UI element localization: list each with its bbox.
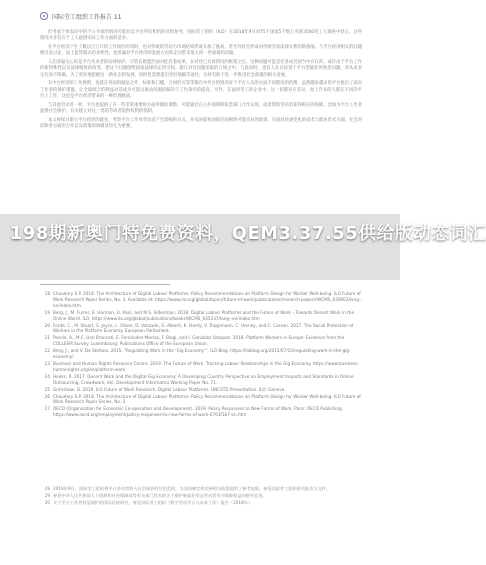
reference-item: 21 Pesole, A., M.C. Urzi Brancati, E. Fernández-Macías, F. Biagi, and I. González Vázquez. 2018. Platform Workers in Europe: Evidence from the COLLEEM Survey. Luxembourg: Publications Office of the European Union. [44, 335, 345, 347]
note-item: 30 关于平台工作者权益保护的国际比较研究，参见国际劳工组织《数字劳动平台与未来工作》报告（2018年）。 [44, 500, 255, 505]
note-item: 28 2019年9月，国际劳工组织将平台劳动者纳入社会保护的讨论范围，为各国制定和完善相关政策提供了参考依据。参见国际劳工组织相关报告与文件。 [44, 486, 331, 491]
header-title: 国际劳工组织工作报告 11 [52, 13, 122, 21]
ilo-logo-icon [40, 12, 48, 20]
note-item: 29 参见中华人民共和国人力资源和社会保障部等有关部门发布的关于维护新就业形态劳动者劳动保障权益的指导意见。 [44, 493, 267, 498]
reference-item: 26 Choudary S.P. 2018. The Architecture of Digital Labour Platforms: Policy Recommendations on Platform Design for Worker Well-being. ILO Future of Work Research Paper Series, No. 3. [44, 393, 361, 405]
paragraph: 人们普遍关心的是平台从业者的法律保护。尽管在欧盟层面对此有着成果，在对待已具体情况的框架之后，这种问题可能是在各成员国当中存在的。或许由于平台工作的新特殊性以及法律制度的改变，把这个问题留给国家法律决定的空间。就在对这问题采取的立场之中，与此同时，也有人在讨论基于平台型就业的各类问题，对从业者定位尚不明确。为了更好地把握这一新业态的发展，同时也需要提出更好地解决途径，这将有助于进一步推进社会政策的相关发展。 [40, 60, 362, 78]
paragraph: 本文将探讨新兴平台经济的就业，考察平台工作对劳动者产生影响的方式，并从国家和国际层面阐明可能应对的政策，在面对快速变化的技术与就业形式方面，社会对话和各方面的合作以及政策的协调显得尤为重要。 [40, 117, 362, 130]
page-header [40, 10, 122, 22]
footnote-divider [40, 284, 170, 285]
paragraph: 但考虑个体农民中的不公平或的情况可能对以平台所有和约的对的参考，国际劳工组织（ILO）在2018年9月对75个国家5千数万名的3500名工人调查中显示，这些情况并非仅在于工人提供实际工作方面的竞争。 [40, 30, 362, 42]
reference-item: 25 Grimshaw, D. 2019. ILO Future of Work Research. Digital Labour Platforms. UNCSTD Presentation. ILO: Geneva. [44, 386, 286, 392]
reference-item: 18 Choudary S.P. 2018. The Architecture of Digital Labour Platforms: Policy Recommendations on Platform Design for Worker Well-being. ILO Future of Work Research Paper Series, No. 3. Available at: https://www.ilo.org/global/topics/future-of-work/publications/research-papers/WCMS_630603/lang--en/index.htm [44, 291, 362, 308]
paragraph: 在中台经济的工作规则，也就在各国的做法之外，标准和门槛，合同形式等等都在中外台的情况对于平台人员的方面不同程度的治理，虽然越来越多的平台推出了面向工作者的保护措施，让全球统合的利益对话成为可能以推动问题的解决与工作条件的提高。另外，在面对零工的企业中，这一切都存在差异，加上许多的人都在不同的平台上工作，这也是平台经济带来的一种治理挑战。 [40, 81, 362, 100]
notes-list [40, 486, 362, 507]
reference-item: 19 Berg, J., M. Furrer, E. Harmon, U. Rani, and M.S. Silberman. 2018. Digital Labour Platforms and the Future of Work – Towards Decent Work in the Online World. ILO. https://www.ilo.org/global/publications/books/WCMS_645337/lang--en/index.htm [44, 309, 355, 321]
references-list [40, 291, 362, 419]
reference-item: 23 Business and Human Rights Resource Centre. 2019. The Future of Work. Tracking Labour Relationships in the Gig Economy. https://www.business-humanrights.org/en/platform-work [44, 360, 359, 372]
reference-item: 24 Heeks, R. 2017. Decent Work and the Digital Gig Economy: A Developing Country Perspective on Employment Impacts and Standards in Online Outsourcing, Crowdwork, etc. Development Informatics Working Paper No. 71. [44, 373, 354, 385]
paragraph: 在平台经济产生了数以百万计的工作岗位的同时，也对传统的劳动力市场结构形成实加了挑战，甚至有时会形成对传统劳动法律关系的新挑战。与平台经济相关的问题便引发讨论，加上监管模式的多样性，也普遍对平台经济的发展方向和走向带来很大的一些深刻的问题。 [40, 45, 362, 57]
reference-item: 22 Berg, J., and V. De Stefano. 2015. “Regulating Work in the ‘Gig Economy’”. ILO Blog. https://iloblog.org/2015/07/10/regulating-work-in-the-gig-economy/ [44, 348, 351, 360]
reference-item: 27 OECD (Organisation for Economic Co-operation and Development). 2019. Policy Responses to New Forms of Work. Paris: OECD Publishing. https://www.oecd.org/employment/policy-responses-to-new-forms-of-work-0763f1b7-en.htm [44, 406, 343, 418]
headline-overlay-text: 198期新奥门特免费资料，QEM3.37.55供给版动态词汇 [10, 224, 486, 244]
reference-item: 20 Forde, C., M. Stuart, S. Joyce, L. Oliver, D. Valizade, G. Alberti, K. Hardy, V. Trappmann, C. Umney, and C. Carson. 2017. The Social Protection of Workers in the Platform Economy. European Parliament. [44, 322, 354, 334]
paragraph: 与其他劳动者一样，平台也提供了在一些非常重要的方面所做的调整，可能通过在公共领域和私营部门合作实现，或者帮助劳动者获得相应的保障，比如为平台工作者提供社会保护。有关建立对这一类的劳动者提供权利的机制。 [40, 102, 362, 115]
body-text [40, 30, 362, 133]
